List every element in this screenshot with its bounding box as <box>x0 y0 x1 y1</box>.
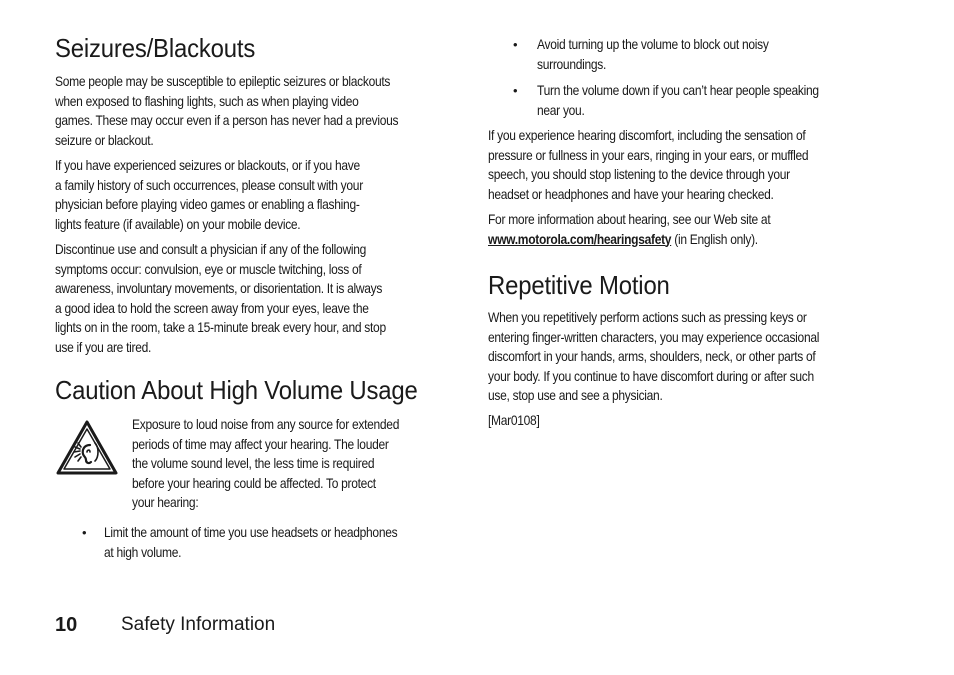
footer-section-title: Safety Information <box>121 614 276 635</box>
volume-bullet-1: Limit the amount of time you use headsets or headphones at high volume. <box>104 524 398 560</box>
bullet-dot: • <box>513 37 518 52</box>
hearing-discomfort-paragraph: If you experience hearing discomfort, including the sensation of pressure or fullness in your ears, ringing in your ears, or muffled speech, you should stop listening to the device through your headset or headphones and have your hearing checked. <box>488 127 809 202</box>
more-info-paragraph: For more information about hearing, see our Web site at www.motorola.com/hearingsafety (in English only). <box>488 211 771 247</box>
hearing-warning-icon <box>55 419 119 477</box>
seizures-heading: Seizures/Blackouts <box>55 33 256 63</box>
hearingsafety-link[interactable]: www.motorola.com/hearingsafety <box>488 230 672 247</box>
document-code: [Mar0108] <box>488 412 540 428</box>
page-number: 10 <box>55 614 78 636</box>
bullet-dot: • <box>513 83 518 98</box>
volume-intro-paragraph: Exposure to loud noise from any source for extended periods of time may affect your hearing. The louder the volume sound level, the less time is required before your hearing could be affected. To protect your hearing: <box>132 416 400 510</box>
repetitive-motion-heading: Repetitive Motion <box>488 270 670 300</box>
volume-heading: Caution About High Volume Usage <box>55 375 418 405</box>
seizures-paragraph-3: Discontinue use and consult a physician if any of the following symptoms occur: convulsion, eye or muscle twitching, loss of awareness, involuntary movements, or disorientation. It is always a good idea to hold the screen away from your eyes, leave the lights on in the room, take a 15-minute break every hour, and stop use if you are tired. <box>55 241 386 355</box>
bullet-dot: • <box>82 525 87 540</box>
seizures-paragraph-2: If you have experienced seizures or blackouts, or if you have a family history of such occurrences, please consult with your physician before playing video games or enabling a flashing- lights feature (if available) on your mobile device. <box>55 157 363 232</box>
right-bullet-1: Avoid turning up the volume to block out noisy surroundings. <box>537 36 769 72</box>
right-bullet-2: Turn the volume down if you can’t hear people speaking near you. <box>537 82 819 118</box>
repetitive-motion-paragraph: When you repetitively perform actions such as pressing keys or entering finger-written characters, you may experience occasional discomfort in your hands, arms, shoulders, neck, or other parts of your body. If you continue to have discomfort during or after such use, stop use and see a physician. <box>488 309 820 403</box>
seizures-paragraph-1: Some people may be susceptible to epileptic seizures or blackouts when exposed to flashing lights, such as when playing video games. These may occur even if a person has never had a previous seizure or blackout. <box>55 73 399 148</box>
